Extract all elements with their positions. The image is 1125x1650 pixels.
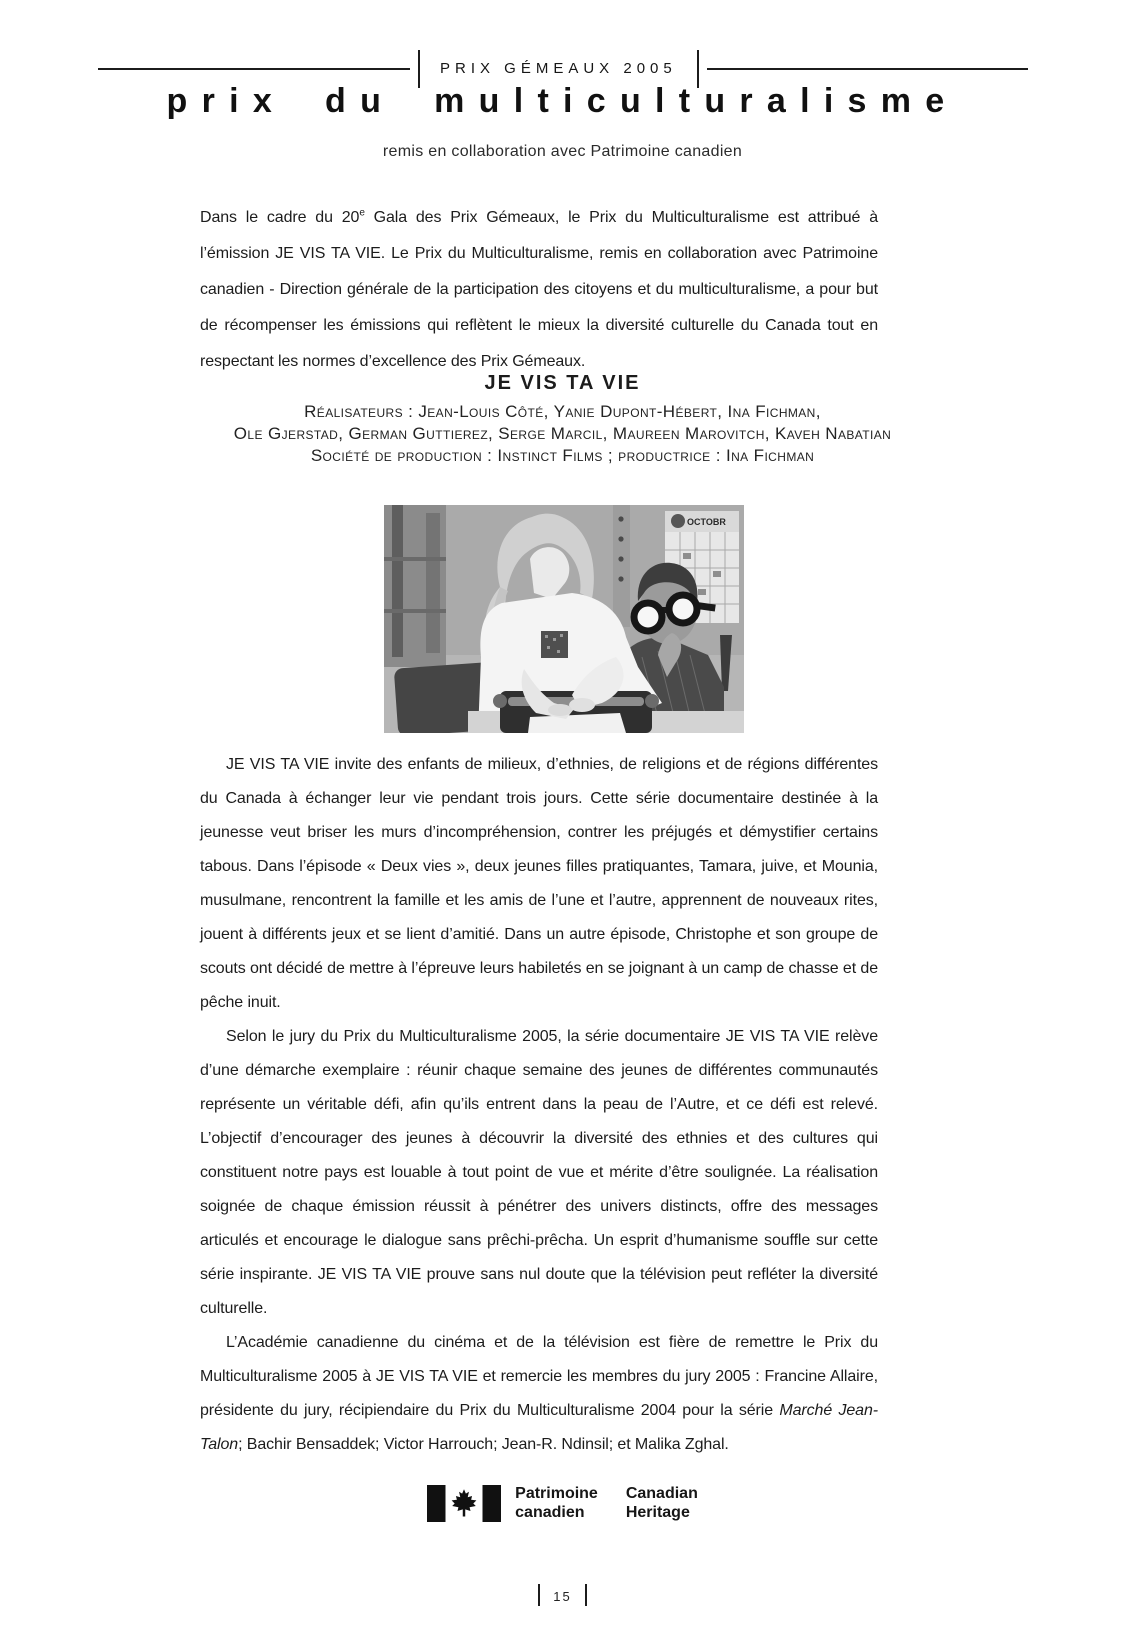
canadian-heritage-logo [0,1484,1125,1522]
award-show-photo [384,505,744,733]
sponsor-en-line1: Canadian [625,1485,698,1502]
sponsor-fr-line1: Patrimoine [515,1485,598,1502]
sponsor-en-line2: Heritage [625,1504,690,1521]
body-paragraph-3 [200,1326,878,1462]
paragraph3-jury-names: ; Bachir Bensaddek; Victor Harrouch; Jean-R. Ndinsil; et Malika Zghal. [238,1436,729,1453]
canada-flag-icon [427,1485,501,1522]
page-number: 15 [553,1588,572,1604]
header-rule-left [98,68,410,70]
page-subtitle: remis en collaboration avec Patrimoine canadien [382,143,743,160]
credit-directors-line2: Ole Gjerstad, German Guttierez, Serge Marcil, Maureen Marovitch, Kaveh Nabatian [233,424,892,443]
calendar-header-text: OCTOBR [687,517,726,527]
footer-bar-right [585,1584,587,1606]
series-title-italic: Marché Jean-Talon [200,1402,878,1453]
edition-kicker: PRIX GÉMEAUX 2005 [440,59,677,77]
footer-bar-left [538,1584,540,1606]
header-rule-right [707,68,1028,70]
sponsor-name-english [626,1484,698,1522]
paragraph3-text: L’Académie canadienne du cinéma et de la télévision est fière de remettre le Prix du Multiculturalisme 2005 à JE VIS TA VIE et remercie les membres du jury 2005 : Francine Allaire, présidente du jury, récipiendaire du Prix du Multiculturalisme 2004 pour la série [200,1334,878,1419]
sponsor-name-french [515,1484,598,1522]
intro-rest: Gala des Prix Gémeaux, le Prix du Multiculturalisme est attribué à l’émission JE VIS TA VIE. Le Prix du Multiculturalisme, remis en collaboration avec Patrimoine canadien - Direction générale de la participation des citoyens et du multiculturalisme, a pour but de récompenser les émissions qui reflètent le mieux la diversité culturelle du Canada tout en respectant les normes d’excellence des Prix Gémeaux. [200,209,878,370]
sponsor-fr-line2: canadien [515,1504,585,1521]
photo-illustration [384,505,744,733]
intro-paragraph [200,200,878,380]
body-paragraph-1: JE VIS TA VIE invite des enfants de milieux, d’ethnies, de religions et de régions différentes du Canada à échanger leur vie pendant trois jours. Cette série documentaire destinée à la jeunesse veut briser les murs d’incompréhension, contrer les préjugés et démystifier certains tabous. Dans l’épisode « Deux vies », deux jeunes filles pratiquantes, Tamara, juive, et Mounia, musulmane, rencontrent la famille et les amis de l’une et l’autre, apprennent de nouveaux rites, jouent à différents jeux et se lient d’amitié. Dans un autre épisode, Christophe et son groupe de scouts ont décidé de mettre à l’épreuve leurs habiletés en se joignant à un camp de chasse et de pêche inuit. [200,756,878,1011]
credits-block [0,372,1125,467]
body-paragraph-2: Selon le jury du Prix du Multiculturalisme 2005, la série documentaire JE VIS TA VIE relève d’une démarche exemplaire : réunir chaque semaine des jeunes de différentes communautés représente un véritable défi, afin qu’ils entrent dans la peau de l’Autre, et ce défi est relevé. L’objectif d’encourager des jeunes à découvrir la diversité des ethnies et des cultures qui constituent notre pays est louable à tout point de vue et mérite d’être soulignée. La réalisation soignée de chaque émission réussit à pénétrer des univers distincts, offre des messages articulés et encourage le dialogue sans prêchi-prêcha. Un esprit d’humanisme souffle sur cette série inspirante. JE VIS TA VIE prouve sans nul doute que la télévision peut refléter la diversité culturelle. [200,1028,878,1317]
show-title: JE VIS TA VIE [484,372,641,394]
credit-directors-line1: Réalisateurs : Jean-Louis Côté, Yanie Dupont-Hébert, Ina Fichman, [304,402,821,421]
page-footer [0,1584,1125,1606]
article-body [200,748,878,1462]
ordinal-superscript: e [359,207,365,219]
credit-production-line: Société de production : Instinct Films ; productrice : Ina Fichman [310,446,815,465]
page-title: prix du multiculturalisme [166,82,959,120]
intro-lead: Dans le cadre du 20 [200,209,360,226]
